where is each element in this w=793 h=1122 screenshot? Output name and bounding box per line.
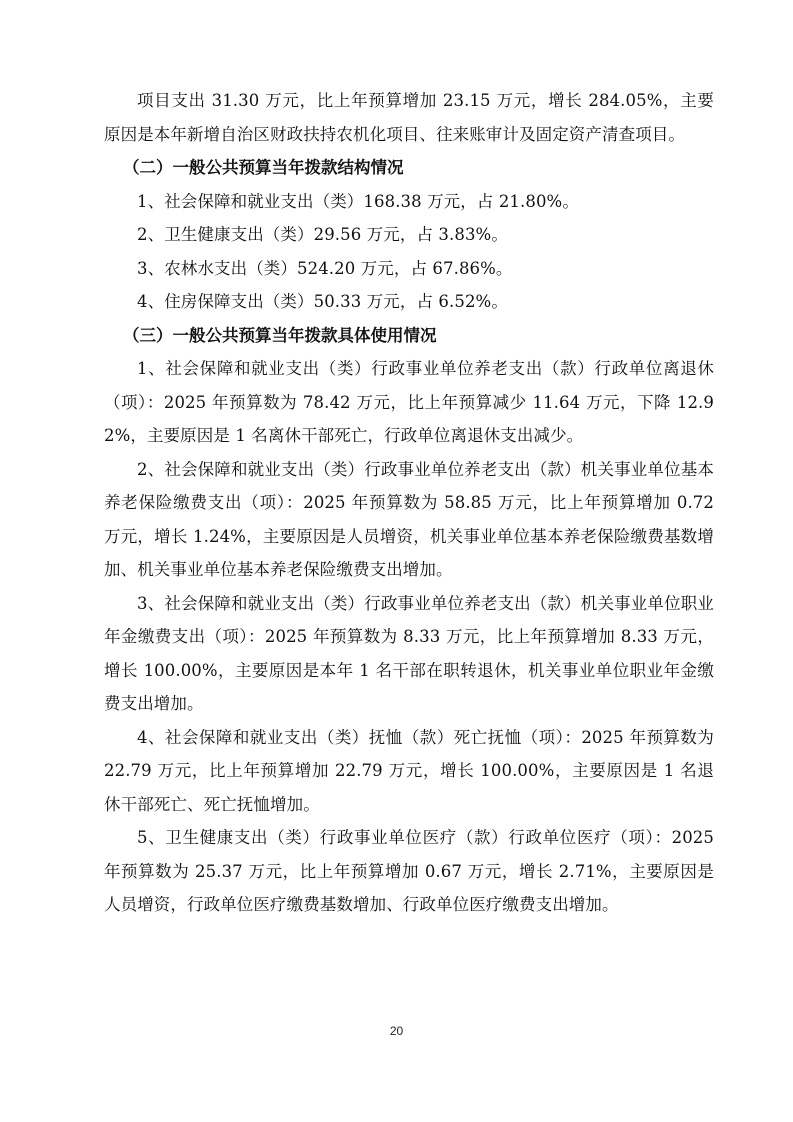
section-heading-appropriation-usage: （三）一般公共预算当年拨款具体使用情况	[122, 325, 437, 345]
document-body	[104, 84, 714, 922]
paragraph-death-pension-expenditure: 4、社会保障和就业支出（类）抚恤（款）死亡抚恤（项）：2025 年预算数为 22.79 万元，比上年预算增加 22.79 万元，增长 100.00%，主要原因是 1 名退休干部死亡、死亡抚恤增加。	[104, 727, 714, 814]
page-number: 20	[389, 1024, 404, 1038]
paragraph-project-expenditure: 项目支出 31.30 万元，比上年预算增加 23.15 万元，增长 284.05%，主要原因是本年新增自治区财政扶持农机化项目、往来账审计及固定资产清查项目。	[104, 91, 714, 144]
paragraph-retirement-expenditure: 1、社会保障和就业支出（类）行政事业单位养老支出（款）行政单位离退休（项）：2025 年预算数为 78.42 万元，比上年预算减少 11.64 万元，下降 12.92%，主要原因是 1 名离休干部死亡，行政单位离退休支出减少。	[104, 359, 714, 445]
paragraph-social-security-share: 1、社会保障和就业支出（类）168.38 万元，占 21.80%。	[137, 191, 579, 211]
paragraph-basic-pension-expenditure: 2、社会保障和就业支出（类）行政事业单位养老支出（款）机关事业单位基本养老保险缴费支出（项）：2025 年预算数为 58.85 万元，比上年预算增加 0.72 万元，增长 1.24%，主要原因是人员增资，机关事业单位基本养老保险缴费基数增加、机关事业单位基本养老保险缴费支出增加。	[104, 459, 714, 579]
paragraph-medical-expenditure: 5、卫生健康支出（类）行政事业单位医疗（款）行政单位医疗（项）：2025 年预算数为 25.37 万元，比上年预算增加 0.67 万元，增长 2.71%，主要原因是人员增资，行政单位医疗缴费基数增加、行政单位医疗缴费支出增加。	[104, 828, 714, 914]
paragraph-housing-share: 4、住房保障支出（类）50.33 万元，占 6.52%。	[137, 292, 508, 311]
paragraph-occupational-annuity-expenditure: 3、社会保障和就业支出（类）行政事业单位养老支出（款）机关事业单位职业年金缴费支出（项）：2025 年预算数为 8.33 万元，比上年预算增加 8.33 万元，增长 100.00%，主要原因是本年 1 名干部在职转退休，机关事业单位职业年金缴费支出增加。	[104, 593, 714, 713]
paragraph-health-share: 2、卫生健康支出（类）29.56 万元，占 3.83%。	[137, 225, 508, 244]
paragraph-agriculture-share: 3、农林水支出（类）524.20 万元，占 67.86%。	[137, 258, 513, 278]
section-heading-appropriation-structure: （二）一般公共预算当年拨款结构情况	[122, 158, 404, 177]
